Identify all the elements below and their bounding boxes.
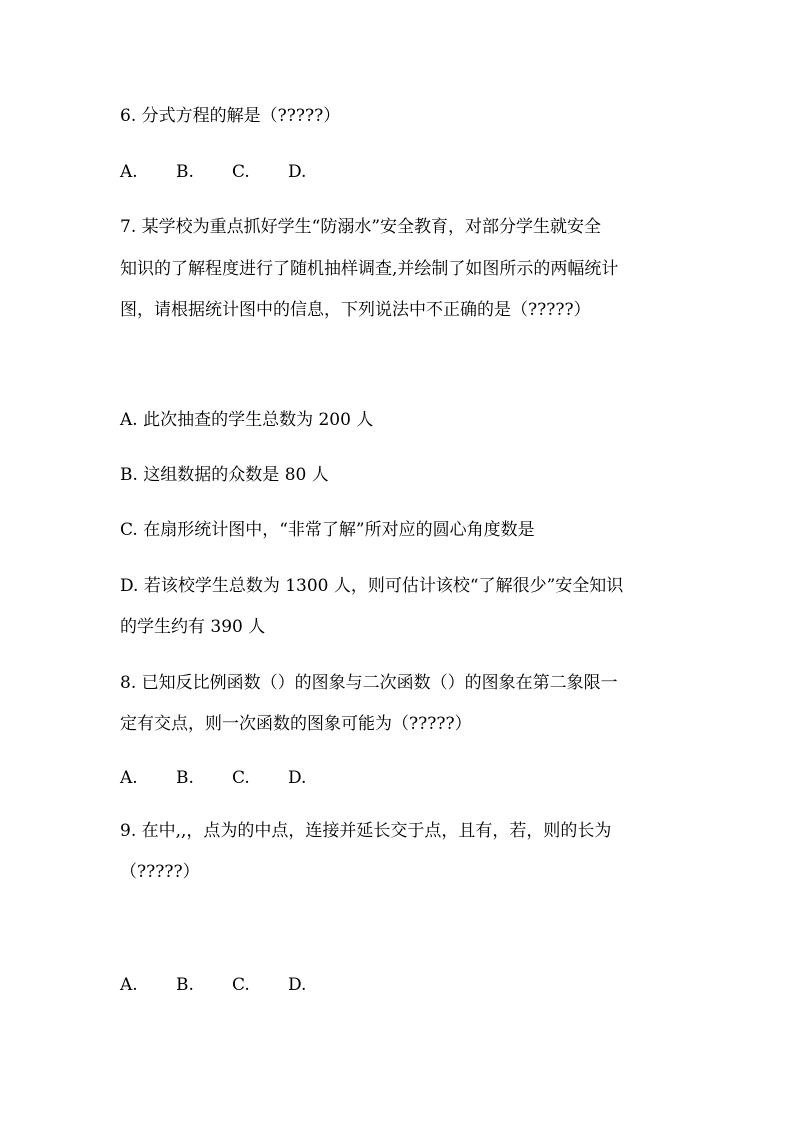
question-7-option-a: A. 此次抽查的学生总数为 200 人: [120, 410, 374, 430]
question-8-option-d: D.: [288, 768, 307, 788]
question-8-options: [120, 768, 344, 788]
question-9-options: [120, 975, 344, 995]
question-7-stem-line-2: 知识的了解程度进行了随机抽样调查,并绘制了如图所示的两幅统计: [120, 259, 619, 279]
question-6-options: [120, 162, 344, 182]
question-8-option-b: B.: [176, 768, 194, 788]
question-6-option-a: A.: [120, 162, 138, 182]
question-9-option-a: A.: [120, 975, 138, 995]
question-8-stem-line-2: 定有交点，则一次函数的图象可能为（?????）: [120, 714, 472, 734]
question-8-stem-line-1: 8. 已知反比例函数（）的图象与二次函数（）的图象在第二象限一: [120, 673, 618, 693]
question-7-stem-line-1: 7. 某学校为重点抓好学生“防溺水”安全教育，对部分学生就安全: [120, 217, 602, 237]
question-7-option-d: D. 若该校学生总数为 1300 人，则可估计该校“了解很少”安全知识: [120, 576, 624, 596]
question-6-stem: 6. 分式方程的解是（?????）: [120, 106, 341, 126]
question-7-stem-line-3: 图，请根据统计图中的信息，下列说法中不正确的是（?????）: [120, 300, 591, 320]
question-9-option-d: D.: [288, 975, 307, 995]
question-9-option-b: B.: [176, 975, 194, 995]
question-8-option-c: C.: [232, 768, 250, 788]
question-9-stem-line-2: （?????）: [120, 862, 200, 882]
question-6-option-c: C.: [232, 162, 250, 182]
question-6-option-d: D.: [288, 162, 307, 182]
question-6-option-b: B.: [176, 162, 194, 182]
question-7-option-b: B. 这组数据的众数是 80 人: [120, 465, 329, 485]
question-7-option-c: C. 在扇形统计图中，“非常了解”所对应的圆心角度数是: [120, 520, 535, 540]
question-9-option-c: C.: [232, 975, 250, 995]
question-8-option-a: A.: [120, 768, 138, 788]
question-7-option-d-continued: 的学生约有 390 人: [120, 617, 266, 637]
question-9-stem-line-1: 9. 在中,,，点为的中点，连接并延长交于点，且有，若，则的长为: [120, 821, 612, 841]
